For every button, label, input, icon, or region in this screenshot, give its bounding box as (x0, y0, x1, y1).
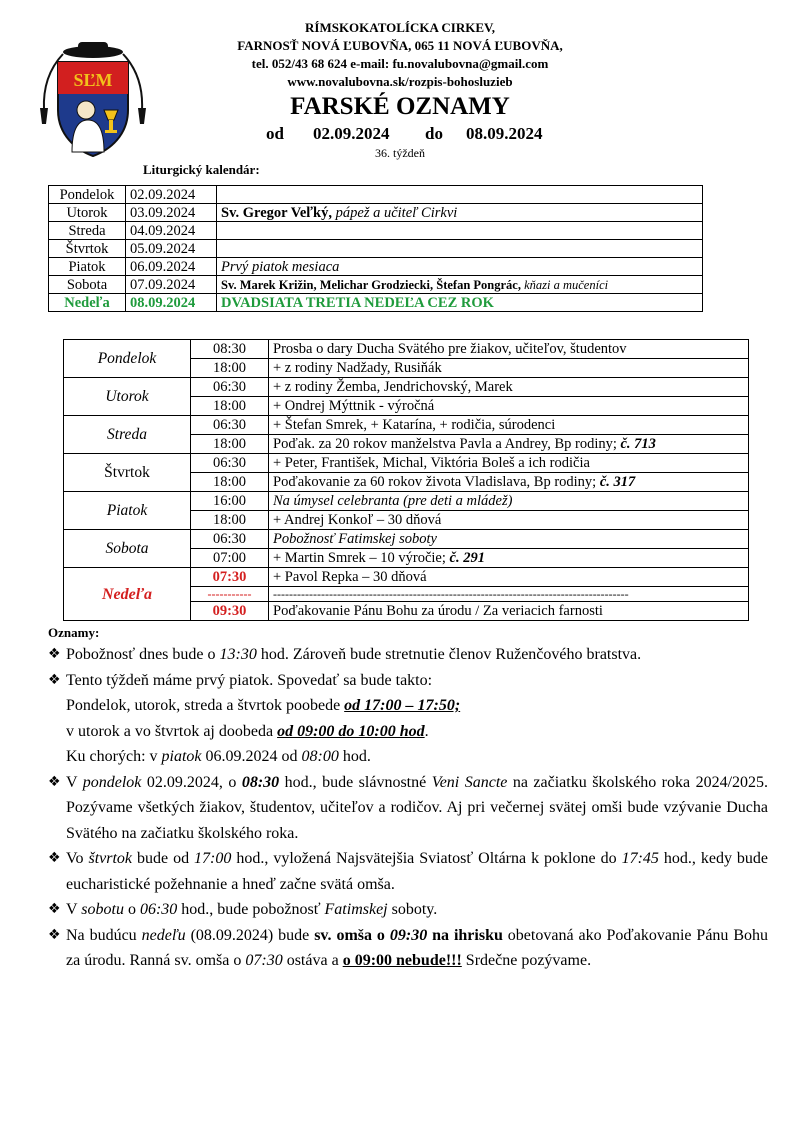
mass-time: 18:00 (191, 397, 269, 416)
mass-row (64, 378, 749, 397)
mass-time: 18:00 (191, 511, 269, 530)
calendar-feast (217, 258, 703, 276)
announcement-item: ❖ Tento týždeň máme prvý piatok. Spovedať sa bude takto: (48, 668, 768, 694)
calendar-feast: DVADSIATA TRETIA NEDEĽA CEZ ROK (217, 294, 703, 312)
mass-day: Utorok (64, 378, 191, 416)
mass-intention (269, 473, 749, 492)
calendar-feast (217, 240, 703, 258)
mass-day: Streda (64, 416, 191, 454)
separator-dashes: ----------------------------------------------------------------------------------------- (269, 587, 749, 602)
calendar-date: 06.09.2024 (126, 258, 217, 276)
mass-time: 07:30 (191, 568, 269, 587)
mass-row (64, 568, 749, 587)
mass-time: 06:30 (191, 416, 269, 435)
announcement-line: Ku chorých: v piatok 06.09.2024 od 08:00 hod. (66, 748, 371, 765)
mass-row (64, 530, 749, 549)
bullet-icon: ❖ (48, 850, 61, 866)
date-from: 02.09.2024 (313, 124, 390, 143)
announcement-item: ❖ V pondelok 02.09.2024, o 08:30 hod., bude slávnostné Veni Sancte na začiatku školského roka 2024/2025. Pozývame všetkých žiakov, študentov, učiteľov a rodičov. Aj pri večernej svätej omši bude vzývanie Ducha Svätého na začiatku školského roka. (48, 770, 768, 847)
mass-time: 06:30 (191, 530, 269, 549)
feast-note: kňazi a mučeníci (520, 277, 609, 292)
header-web: www.novalubovna.sk/rozpis-bohosluzieb (287, 74, 513, 89)
mass-time: 09:30 (191, 602, 269, 621)
logo-letters: SĽM (73, 70, 113, 90)
calendar-day: Pondelok (49, 186, 126, 204)
mass-time: 08:30 (191, 340, 269, 359)
calendar-date: 02.09.2024 (126, 186, 217, 204)
date-to-label: do (425, 124, 443, 143)
announcement-item: ❖ V sobotu o 06:30 hod., bude pobožnosť Fatimskej soboty. (48, 897, 768, 923)
calendar-row (49, 276, 703, 294)
mass-row (64, 340, 749, 359)
header-line1: RÍMSKOKATOLÍCKA CIRKEV, (305, 20, 495, 35)
song-number: č. 713 (620, 435, 656, 452)
feast-note: pápež a učiteľ Cirkvi (332, 204, 458, 221)
calendar-day: Utorok (49, 204, 126, 222)
mass-time: 18:00 (191, 435, 269, 454)
song-number: č. 317 (599, 473, 636, 490)
calendar-row (49, 186, 703, 204)
calendar-date: 05.09.2024 (126, 240, 217, 258)
header-contact: tel. 052/43 68 624 e-mail: fu.novalubovna@gmail.com (251, 56, 549, 71)
calendar-day: Nedeľa (49, 294, 126, 312)
announcement-item: ❖ Pobožnosť dnes bude o 13:30 hod. Zároveň bude stretnutie členov Ruženčového bratstva. (48, 642, 768, 668)
calendar-row (49, 258, 703, 276)
mass-intention: Poďakovanie Pánu Bohu za úrodu / Za veriacich farnosti (269, 602, 749, 621)
calendar-date: 04.09.2024 (126, 222, 217, 240)
intention-text: Poďak. za 20 rokov manželstva Pavla a Andrey, Bp rodiny; (273, 435, 621, 452)
liturgical-calendar (48, 185, 703, 312)
mass-intention: + Peter, František, Michal, Viktória Boleš a ich rodičia (269, 454, 749, 473)
mass-day: Pondelok (64, 340, 191, 378)
mass-intention: + Pavol Repka – 30 dňová (269, 568, 749, 587)
separator-dashes: ----------- (191, 587, 269, 602)
mass-row (64, 416, 749, 435)
feast-name: Sv. Gregor Veľký, (221, 204, 333, 221)
announcement-item: ❖ Vo štvrtok bude od 17:00 hod., vyložená Najsvätejšia Sviatosť Oltárna k poklone do 17:45 hod., kedy bude eucharistické požehnanie a hneď začne svätá omša. (48, 846, 768, 897)
bullet-icon: ❖ (48, 901, 61, 917)
mass-day: Štvrtok (64, 454, 191, 492)
calendar-day: Piatok (49, 258, 126, 276)
mass-schedule (63, 339, 749, 621)
mass-time: 06:30 (191, 378, 269, 397)
calendar-row (49, 222, 703, 240)
mass-day: Sobota (64, 530, 191, 568)
mass-time: 07:00 (191, 549, 269, 568)
calendar-date: 08.09.2024 (126, 294, 217, 312)
calendar-feast (217, 222, 703, 240)
announcement-item: ❖ Na budúcu nedeľu (08.09.2024) bude sv. omša o 09:30 na ihrisku obetovaná ako Poďakovanie Pánu Bohu za úrodu. Ranná sv. omša o 07:30 ostáva a o 09:00 nebude!!! Srdečne pozývame. (48, 923, 768, 974)
date-from-label: od (266, 124, 284, 143)
calendar-feast (217, 204, 703, 222)
announcements-label: Oznamy: (48, 625, 100, 640)
bullet-icon: ❖ (48, 646, 61, 662)
mass-intention: Pobožnosť Fatimskej soboty (269, 530, 749, 549)
mass-time: 18:00 (191, 473, 269, 492)
calendar-day: Štvrtok (49, 240, 126, 258)
mass-intention: + Štefan Smrek, + Katarína, + rodičia, súrodenci (269, 416, 749, 435)
header-line2: FARNOSŤ NOVÁ ĽUBOVŇA, 065 11 NOVÁ ĽUBOVŇA, (237, 38, 563, 53)
page-title: FARSKÉ OZNAMY (290, 93, 510, 120)
date-to: 08.09.2024 (466, 124, 543, 143)
mass-intention: + z rodiny Nadžady, Rusiňák (269, 359, 749, 378)
feast-name: Sv. Marek Križin, Melichar Grodziecki, Štefan Pongrác, (221, 277, 521, 292)
song-number: č. 291 (449, 549, 485, 566)
week-number: 36. týždeň (375, 146, 425, 160)
mass-day: Piatok (64, 492, 191, 530)
mass-intention (269, 435, 749, 454)
mass-time: 06:30 (191, 454, 269, 473)
calendar-date: 03.09.2024 (126, 204, 217, 222)
announcements (48, 642, 768, 974)
feast-note: Prvý piatok mesiaca (221, 258, 340, 275)
calendar-row (49, 294, 703, 312)
calendar-row (49, 240, 703, 258)
mass-intention: Prosba o dary Ducha Svätého pre žiakov, učiteľov, študentov (269, 340, 749, 359)
mass-day: Nedeľa (64, 568, 191, 621)
calendar-date: 07.09.2024 (126, 276, 217, 294)
mass-intention: + Ondrej Mýttnik - výročná (269, 397, 749, 416)
mass-intention (269, 549, 749, 568)
announcement-line: v utorok a vo štvrtok aj doobeda od 09:00 do 10:00 hod. (66, 722, 429, 740)
calendar-day: Sobota (49, 276, 126, 294)
mass-row (64, 454, 749, 473)
mass-intention: + z rodiny Žemba, Jendrichovský, Marek (269, 378, 749, 397)
mass-intention: Na úmysel celebranta (pre deti a mládež) (269, 492, 749, 511)
announcement-line: Pondelok, utorok, streda a štvrtok poobede od 17:00 – 17:50; (66, 697, 461, 714)
mass-time: 16:00 (191, 492, 269, 511)
calendar-row (49, 204, 703, 222)
intention-text: + Martin Smrek – 10 výročie; (273, 549, 450, 566)
calendar-feast (217, 186, 703, 204)
calendar-day: Streda (49, 222, 126, 240)
bullet-icon: ❖ (48, 773, 61, 790)
calendar-label: Liturgický kalendár: (143, 162, 260, 177)
intention-text: Poďakovanie za 60 rokov života Vladislava, Bp rodiny; (273, 473, 600, 490)
mass-row (64, 492, 749, 511)
bullet-icon: ❖ (48, 671, 61, 688)
calendar-feast (217, 276, 703, 294)
mass-time: 18:00 (191, 359, 269, 378)
mass-intention: + Andrej Konkoľ – 30 dňová (269, 511, 749, 530)
bullet-icon: ❖ (48, 926, 61, 943)
